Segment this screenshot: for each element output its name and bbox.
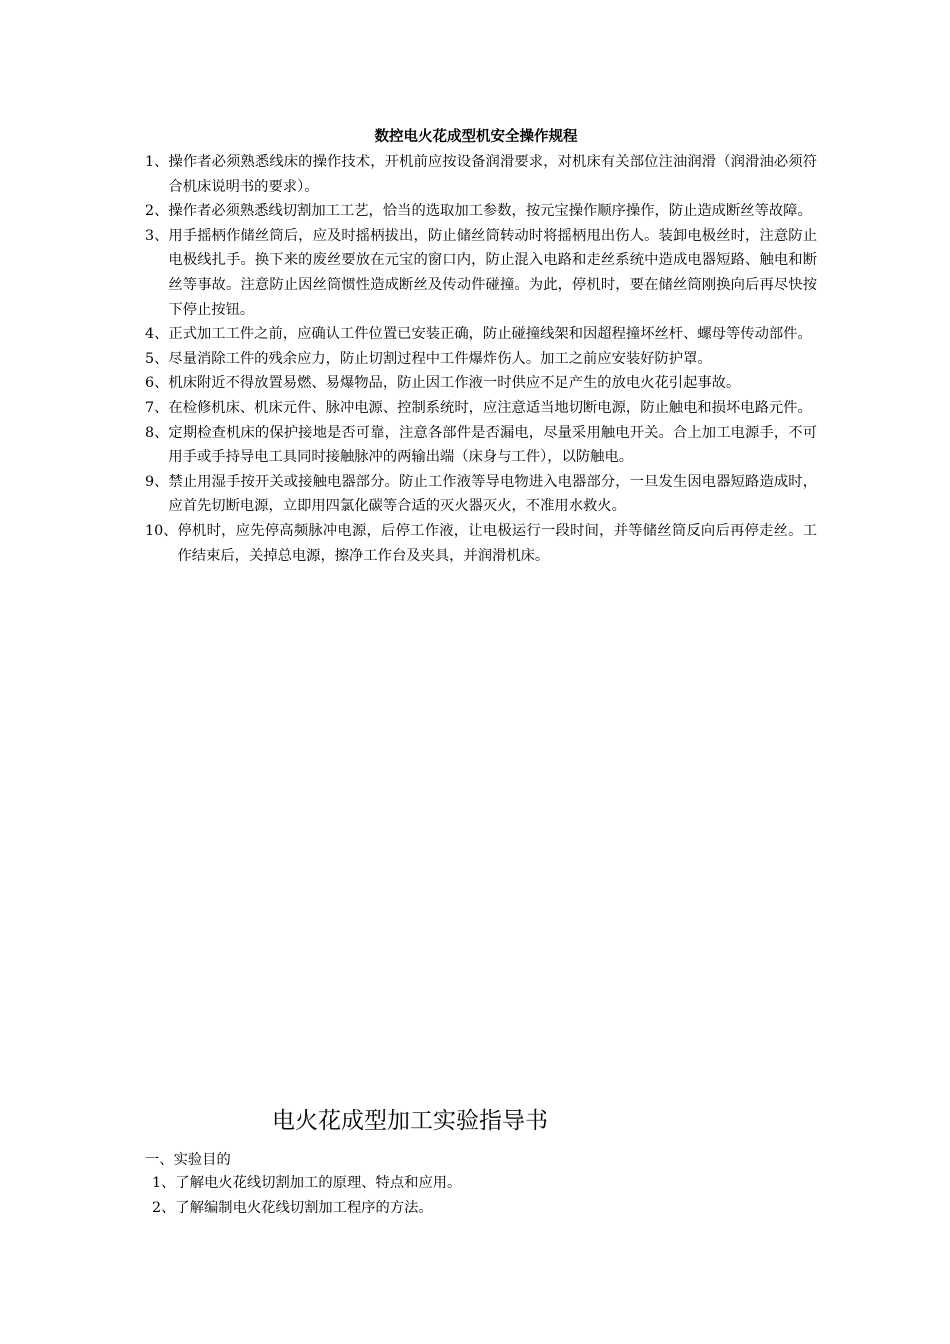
rule-text: 机床附近不得放置易燃、易爆物品，防止因工作液一时供应不足产生的放电火花引起事故。 [168, 375, 741, 392]
rule-item [145, 421, 817, 470]
rule-number: 6、 [145, 375, 169, 392]
rule-number: 10、 [145, 522, 178, 539]
rule-item [145, 199, 817, 224]
rule-number: 8、 [145, 424, 169, 441]
rule-number: 4、 [145, 326, 169, 343]
guide-title: 电火花成型加工实验指导书 [272, 1108, 548, 1134]
rule-item [145, 224, 817, 322]
rule-number: 2、 [145, 203, 169, 220]
rule-text: 操作者必须熟悉线床的操作技术，开机前应按设备润滑要求，对机床有关部位注油润滑（润滑油必须符合机床说明书的要求）。 [168, 154, 817, 195]
rule-item [145, 322, 817, 347]
rule-text: 停机时，应先停高频脉冲电源，后停工作液，让电极运行一段时间，并等储丝筒反向后再停走丝。工作结束后，关掉总电源，擦净工作台及夹具，并润滑机床。 [177, 522, 817, 564]
rule-text: 操作者必须熟悉线切割加工工艺，恰当的选取加工参数，按元宝操作顺序操作，防止造成断丝等故障。 [168, 203, 812, 220]
rule-number: 1、 [145, 154, 169, 170]
rule-item [145, 150, 817, 199]
rule-item [145, 470, 817, 519]
rule-item [145, 347, 817, 372]
rule-number: 7、 [145, 399, 169, 416]
rule-text: 定期检查机床的保护接地是否可靠，注意各部件是否漏电，尽量采用触电开关。合上加工电源手，不可用手或手持导电工具同时接触脉冲的两输出端（床身与工件），以防触电。 [168, 424, 817, 466]
rule-number: 5、 [145, 350, 169, 367]
rule-item [145, 396, 817, 421]
rule-item [145, 519, 817, 568]
rule-item [145, 371, 817, 396]
rule-number: 3、 [145, 227, 169, 244]
section-heading: 一、实验目的 [145, 1152, 231, 1168]
objective-item: 1、了解电火花线切割加工的原理、特点和应用。 [152, 1175, 462, 1191]
rule-text: 禁止用湿手按开关或接触电器部分。防止工作液等导电物进入电器部分，一旦发生因电器短路造成时，应首先切断电源，立即用四氯化碳等合适的灭火器灭火，不准用水救火。 [168, 473, 817, 515]
safety-rules-list [145, 150, 817, 568]
safety-rules-title: 数控电火花成型机安全操作规程 [374, 128, 578, 145]
rule-text: 尽量消除工件的残余应力，防止切割过程中工件爆炸伤人。加工之前应安装好防护罩。 [168, 350, 712, 367]
rule-number: 9、 [145, 473, 169, 490]
rule-text: 在检修机床、机床元件、脉冲电源、控制系统时，应注意适当地切断电源，防止触电和损坏电路元件。 [168, 399, 812, 416]
rule-text: 用手摇柄作储丝筒后，应及时摇柄拔出，防止储丝筒转动时将摇柄甩出伤人。装卸电极丝时，注意防止电极线扎手。换下来的废丝要放在元宝的窗口内，防止混入电路和走丝系统中造成电器短路、触电和断丝等事故。注意防止因丝筒惯性造成断丝及传动件碰撞。为此，停机时，要在储丝筒刚换向后再尽快按下停止按钮。 [168, 227, 817, 318]
objective-item: 2、了解编制电火花线切割加工程序的方法。 [152, 1200, 433, 1216]
objectives-list [152, 1171, 461, 1221]
rule-text: 正式加工工件之前，应确认工件位置已安装正确，防止碰撞线架和因超程撞坏丝杆、螺母等传动部件。 [168, 326, 812, 343]
